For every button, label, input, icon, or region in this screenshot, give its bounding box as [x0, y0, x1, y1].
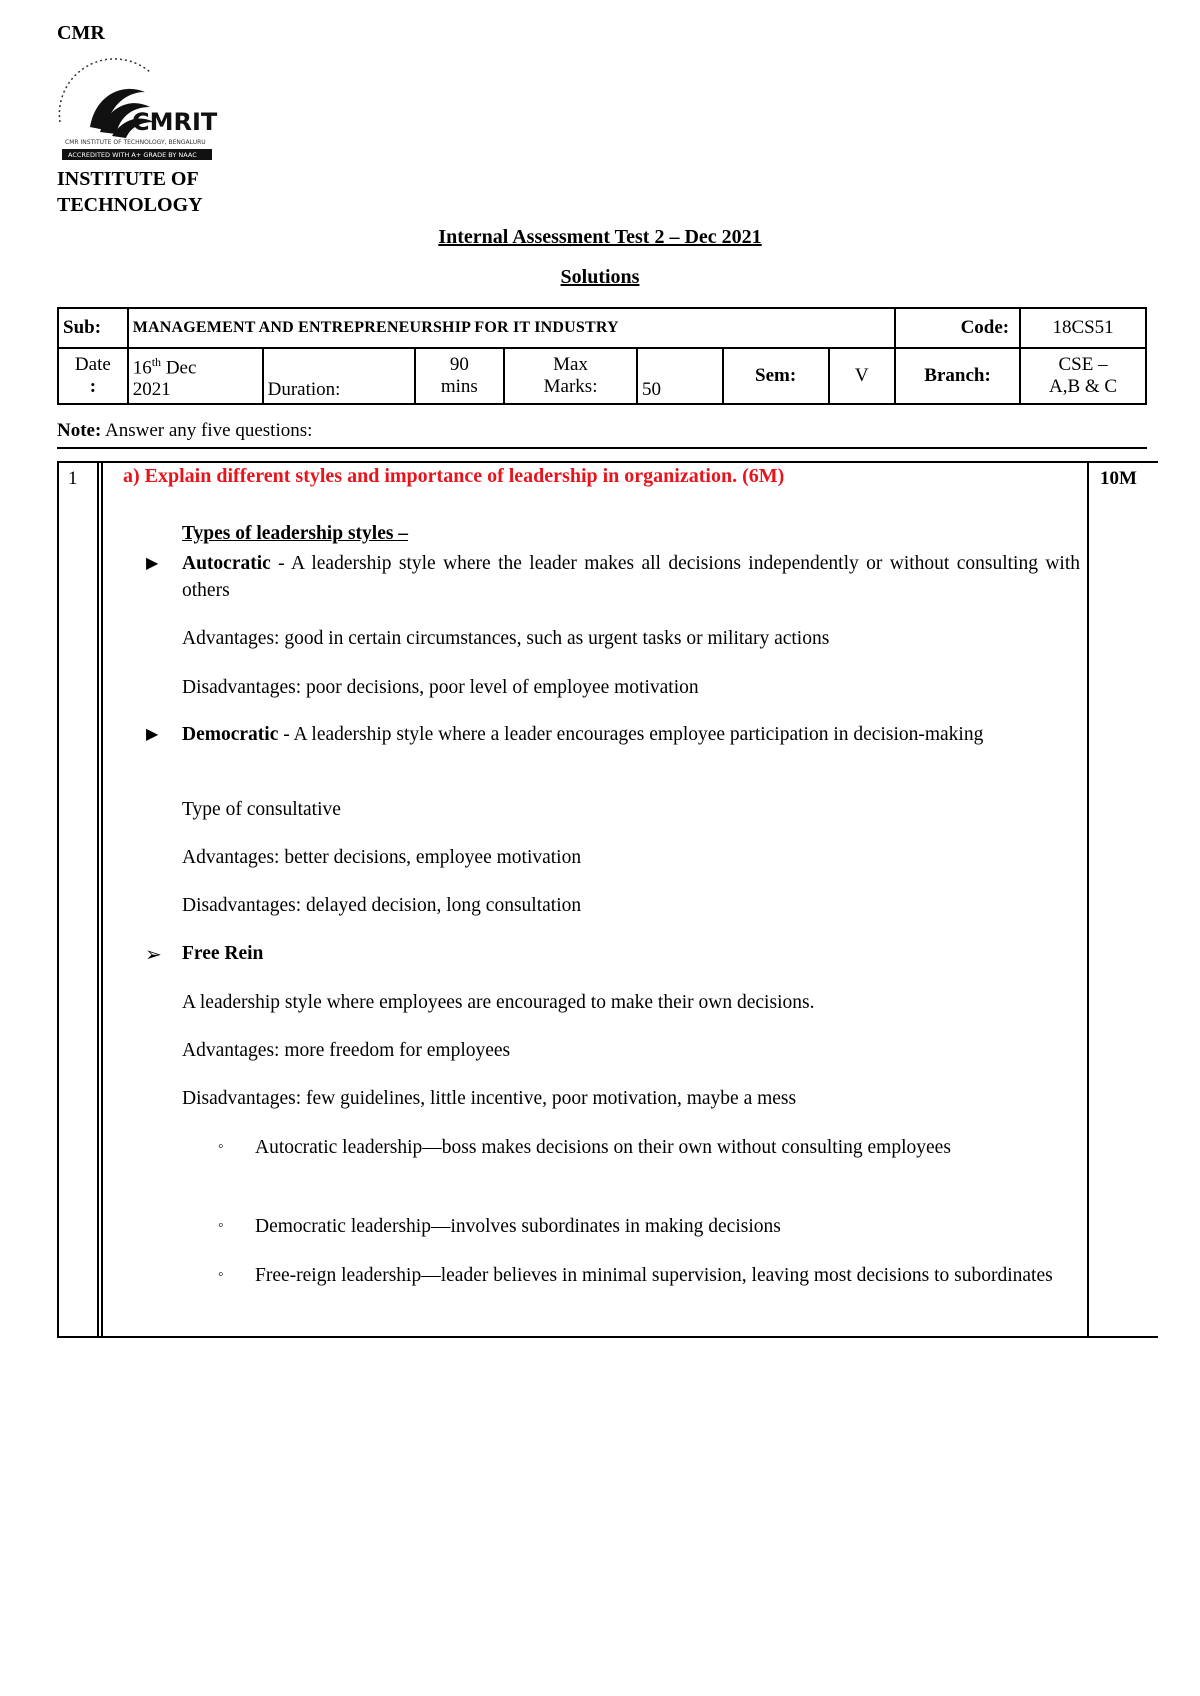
- question-marks: 10M: [1100, 468, 1137, 489]
- box-left-border: [57, 461, 59, 1338]
- branch-line-1: CSE –: [1058, 354, 1108, 375]
- free-rein-advantages: Advantages: more freedom for employees: [182, 1040, 511, 1061]
- autocratic-item: [182, 550, 1080, 604]
- institute-name: [57, 166, 203, 218]
- logo-text: CMRIT: [132, 108, 218, 136]
- question-heading: a) Explain different styles and importance of leadership in organization. (6M): [123, 465, 785, 487]
- types-heading: Types of leadership styles –: [182, 523, 409, 544]
- sub-label: Sub:: [58, 308, 128, 348]
- date-day: 16: [132, 357, 152, 379]
- date-label: [58, 348, 128, 404]
- logo-tagline: CMR INSTITUTE OF TECHNOLOGY, BENGALURU: [65, 139, 206, 146]
- max-marks-label-1: Max: [553, 354, 588, 375]
- institute-line-1: INSTITUTE OF: [57, 168, 199, 190]
- subject-code: 18CS51: [1020, 308, 1146, 348]
- free-rein-title: Free Rein: [182, 943, 264, 964]
- institute-line-2: TECHNOLOGY: [57, 194, 203, 216]
- box-bottom-border: [57, 1336, 1158, 1338]
- max-marks-value: 50: [637, 348, 723, 404]
- circle-bullet-icon: ◦: [218, 1217, 224, 1234]
- democratic-disadvantages: Disadvantages: delayed decision, long consultation: [182, 895, 582, 916]
- code-label: Code:: [895, 308, 1020, 348]
- date-label-colon: :: [89, 376, 97, 397]
- box-number-divider: [97, 461, 99, 1338]
- box-top-border: [57, 461, 1158, 463]
- note: [57, 420, 312, 442]
- arrow-bullet-icon: ▶: [146, 726, 159, 743]
- max-marks-label-2: Marks:: [543, 376, 598, 397]
- free-rein-disadvantages: Disadvantages: few guidelines, little incentive, poor motivation, maybe a mess: [182, 1088, 797, 1109]
- duration-value: [415, 348, 505, 404]
- summary-bullet: Autocratic leadership—boss makes decisions on their own without consulting employees: [255, 1137, 951, 1158]
- autocratic-disadvantages: Disadvantages: poor decisions, poor level of employee motivation: [182, 677, 699, 698]
- max-marks-label: [504, 348, 637, 404]
- solutions-subtitle: Solutions: [560, 266, 640, 288]
- autocratic-text: - A leadership style where the leader makes all decisions independently or without consulting with others: [182, 553, 1080, 601]
- democratic-text: - A leadership style where a leader encourages employee participation in decision-making: [278, 724, 984, 745]
- date-label-text: Date: [74, 354, 111, 375]
- test-title: Internal Assessment Test 2 – Dec 2021: [438, 226, 762, 248]
- chevron-bullet-icon: ➢: [145, 944, 162, 966]
- date-suffix: th: [151, 355, 162, 369]
- free-rein-text: A leadership style where employees are encouraged to make their own decisions.: [182, 992, 815, 1013]
- democratic-type: Type of consultative: [182, 799, 341, 820]
- date-month: Dec: [161, 357, 197, 379]
- exam-info-table: [57, 307, 1147, 405]
- summary-bullet: Democratic leadership—involves subordinates in making decisions: [255, 1216, 781, 1237]
- date-value: [128, 348, 263, 404]
- sem-label: Sem:: [723, 348, 829, 404]
- box-number-divider-2: [101, 461, 103, 1338]
- question-number: 1: [68, 468, 78, 489]
- note-label: Note:: [57, 420, 102, 441]
- circle-bullet-icon: ◦: [218, 1138, 224, 1155]
- branch-label: Branch:: [895, 348, 1020, 404]
- cmr-heading: CMR: [57, 22, 105, 44]
- summary-bullet: Free-reign leadership—leader believes in minimal supervision, leaving most decisions to subordinates: [255, 1265, 1053, 1286]
- democratic-item: [182, 721, 1080, 748]
- democratic-title: Democratic: [182, 724, 279, 745]
- autocratic-advantages: Advantages: good in certain circumstances, such as urgent tasks or military actions: [182, 628, 830, 649]
- note-divider: [57, 447, 1147, 449]
- duration-number: 90: [449, 354, 469, 375]
- date-year: 2021: [132, 379, 171, 401]
- autocratic-title: Autocratic: [182, 553, 271, 574]
- box-marks-divider: [1087, 461, 1089, 1338]
- democratic-advantages: Advantages: better decisions, employee motivation: [182, 847, 582, 868]
- circle-bullet-icon: ◦: [218, 1266, 224, 1283]
- cmrit-logo: [50, 52, 225, 167]
- branch-line-2: A,B & C: [1049, 376, 1118, 397]
- arrow-bullet-icon: ▶: [146, 555, 159, 572]
- logo-badge: ACCREDITED WITH A+ GRADE BY NAAC: [68, 151, 197, 159]
- cmrit-logo-graphic: [50, 52, 225, 167]
- duration-label: Duration:: [263, 348, 415, 404]
- sem-value: V: [829, 348, 895, 404]
- note-text: Answer any five questions:: [101, 420, 313, 441]
- subject-name: MANAGEMENT AND ENTREPRENEURSHIP FOR IT INDUSTRY: [128, 308, 895, 348]
- duration-unit: mins: [440, 376, 478, 397]
- branch-value: [1020, 348, 1146, 404]
